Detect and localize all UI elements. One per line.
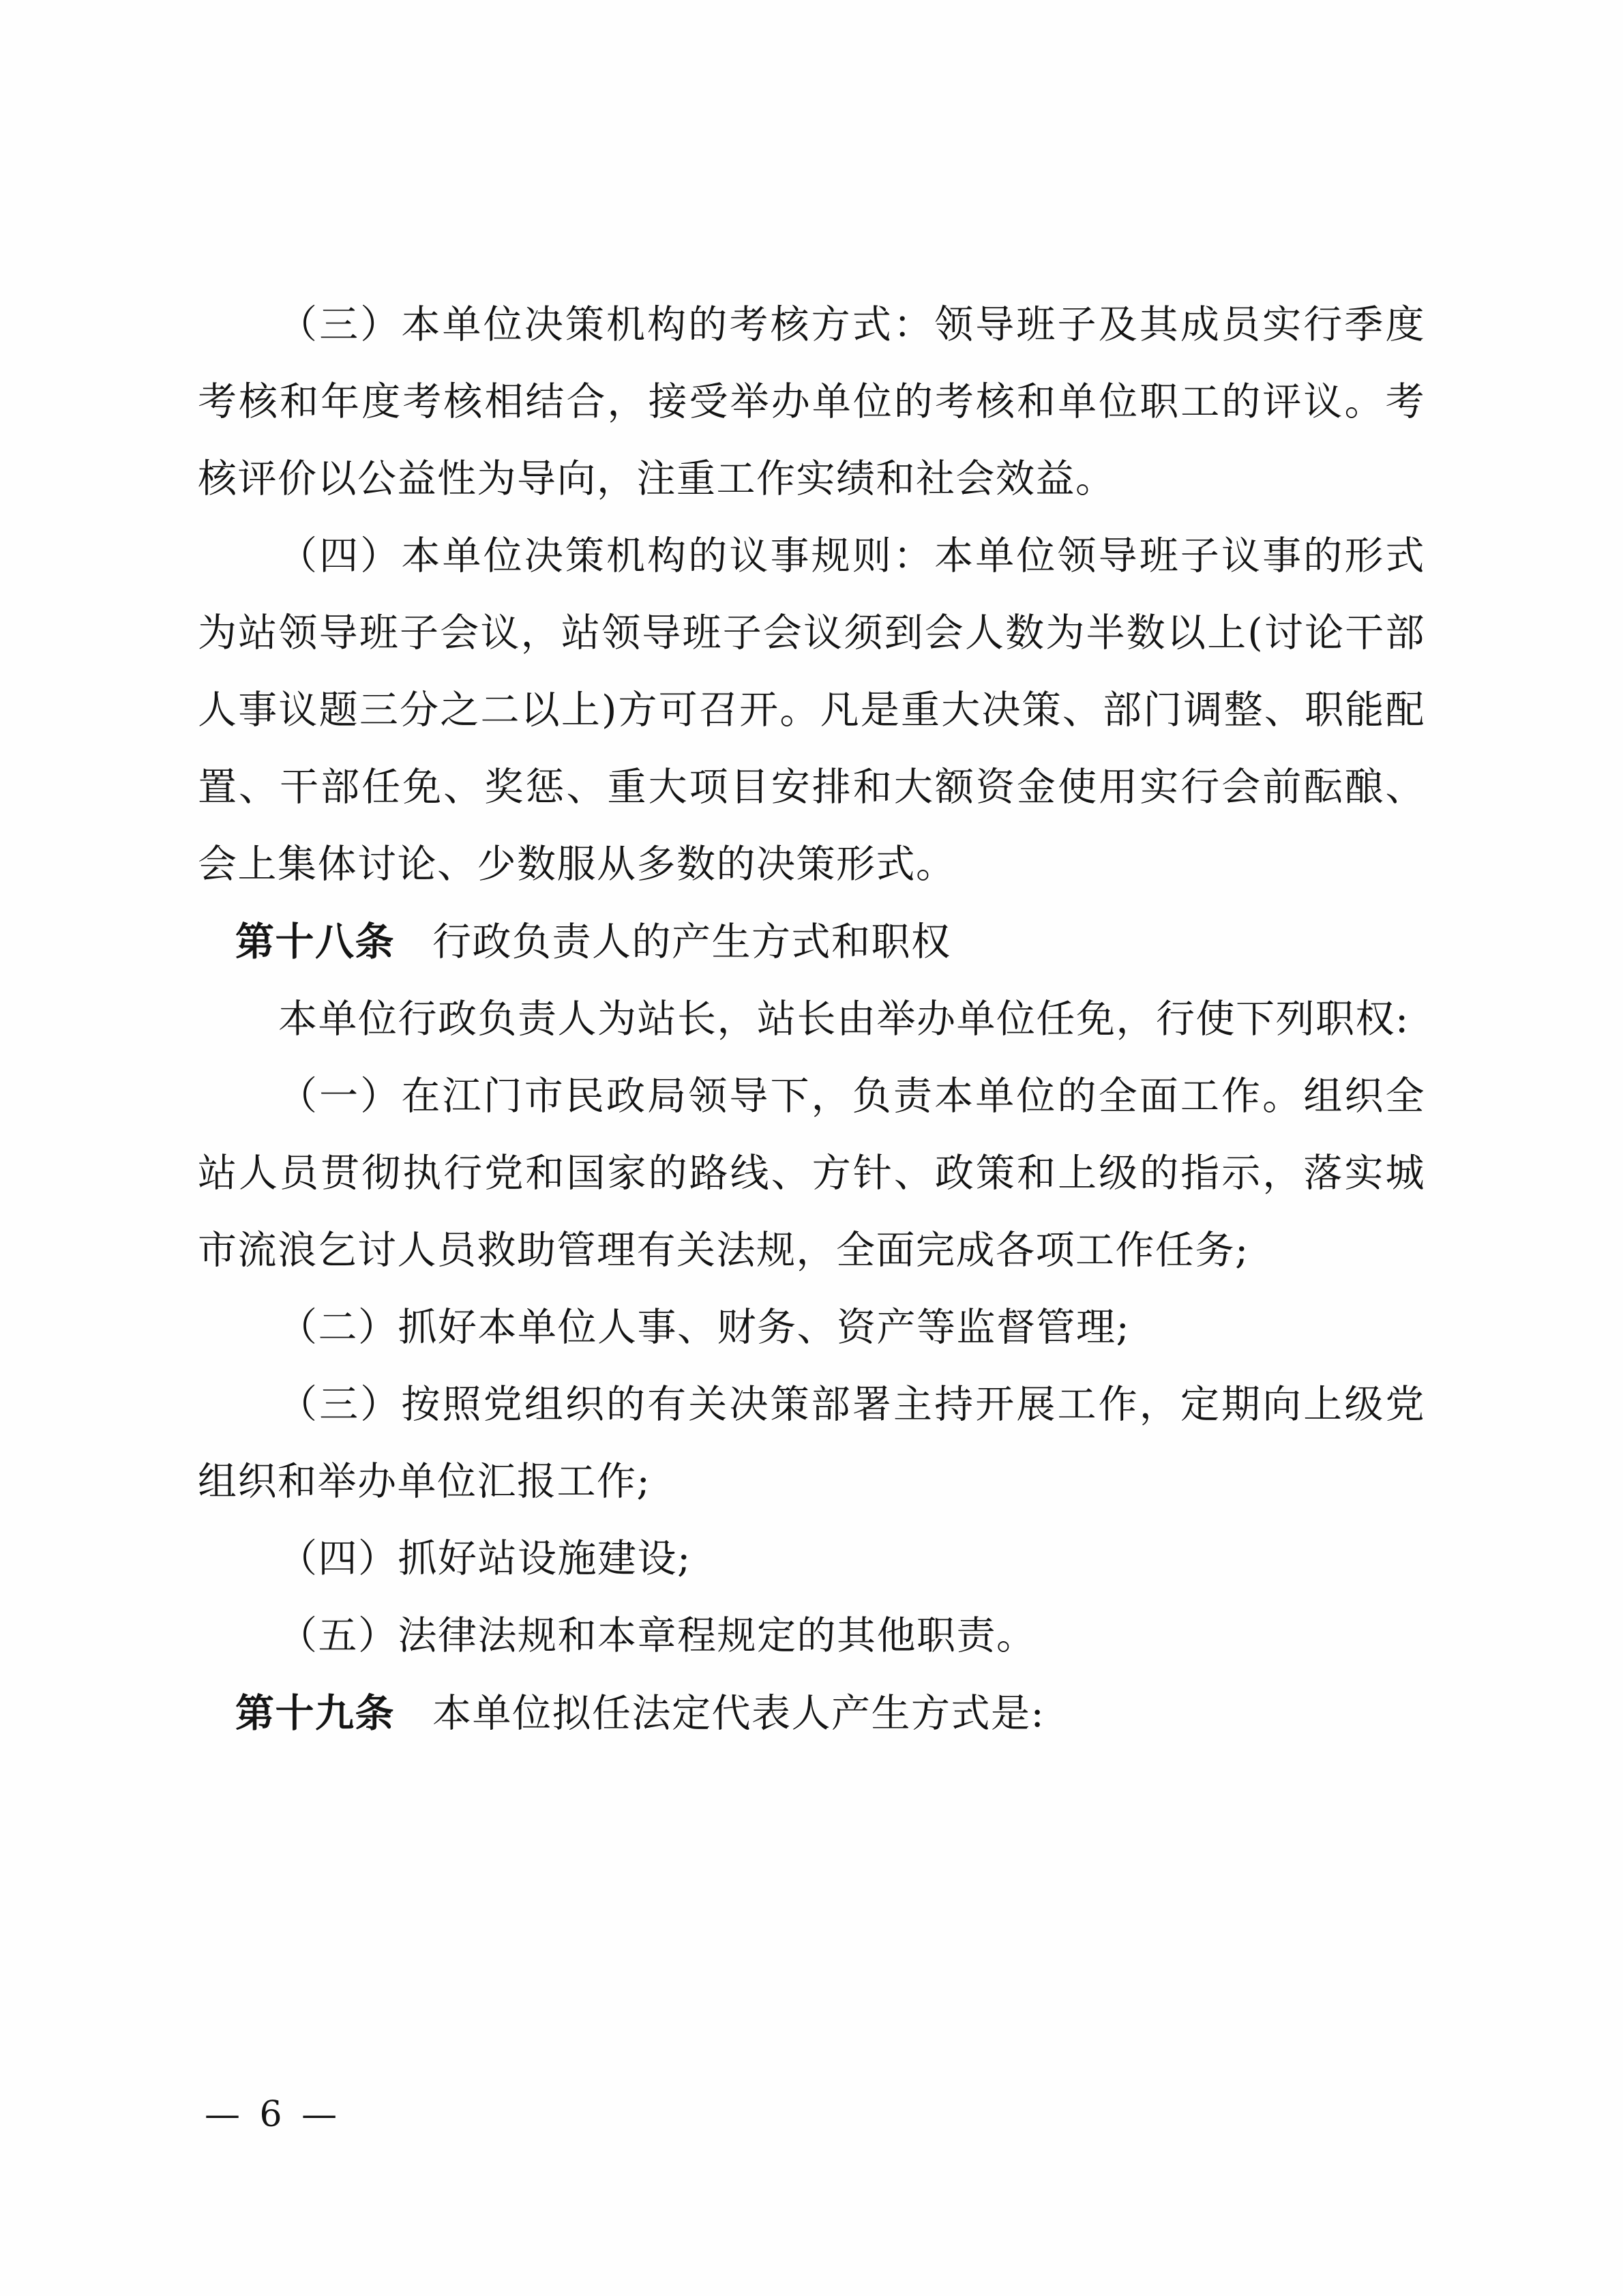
paragraph-duty-2: （二）抓好本单位人事、财务、资产等监督管理; [278, 1305, 1131, 1350]
paragraph-duty-5: （五）法律法规和本章程规定的其他职责。 [278, 1613, 1037, 1658]
page-number: — 6 — [205, 2094, 342, 2135]
paragraph-duty-1: （一）在江门市民政局领导下，负责本单位的全面工作。组织全站人员贯彻执行党和国家的路线、方针、政策和上级的指示，落实城市流浪乞讨人员救助管理有关法规，全面完成各项工作任务; [198, 1074, 1425, 1273]
article-19-title: 本单位拟任法定代表人产生方式是: [432, 1691, 1045, 1736]
paragraph-item-3: （三）本单位决策机构的考核方式：领导班子及其成员实行季度考核和年度考核相结合，接受举办单位的考核和单位职工的评议。考核评价以公益性为导向，注重工作实绩和社会效益。 [198, 302, 1425, 501]
document-body [198, 286, 1425, 1752]
article-19-block [198, 1675, 1425, 1752]
page-footer [205, 2094, 341, 2135]
article-18-title: 行政负责人的产生方式和职权 [432, 919, 951, 965]
paragraph-duty-3: （三）按照党组织的有关决策部署主持开展工作，定期向上级党组织和举办单位汇报工作; [198, 1382, 1425, 1504]
paragraph-duty-4: （四）抓好站设施建设; [278, 1536, 691, 1581]
article-18-block [198, 903, 1425, 981]
article-19-label: 第十九条 [235, 1690, 395, 1736]
paragraph-director-intro: 本单位行政负责人为站长，站长由举办单位任免，行使下列职权: [278, 997, 1410, 1042]
paragraph-item-4: （四）本单位决策机构的议事规则：本单位领导班子议事的形式为站领导班子会议，站领导班子会议须到会人数为半数以上(讨论干部人事议题三分之二以上)方可召开。凡是重大决策、部门调整、职能配置、干部任免、奖惩、重大项目安排和大额资金使用实行会前酝酿、会上集体讨论、少数服从多数的决策形式。 [198, 533, 1425, 887]
article-18-label: 第十八条 [235, 919, 395, 965]
